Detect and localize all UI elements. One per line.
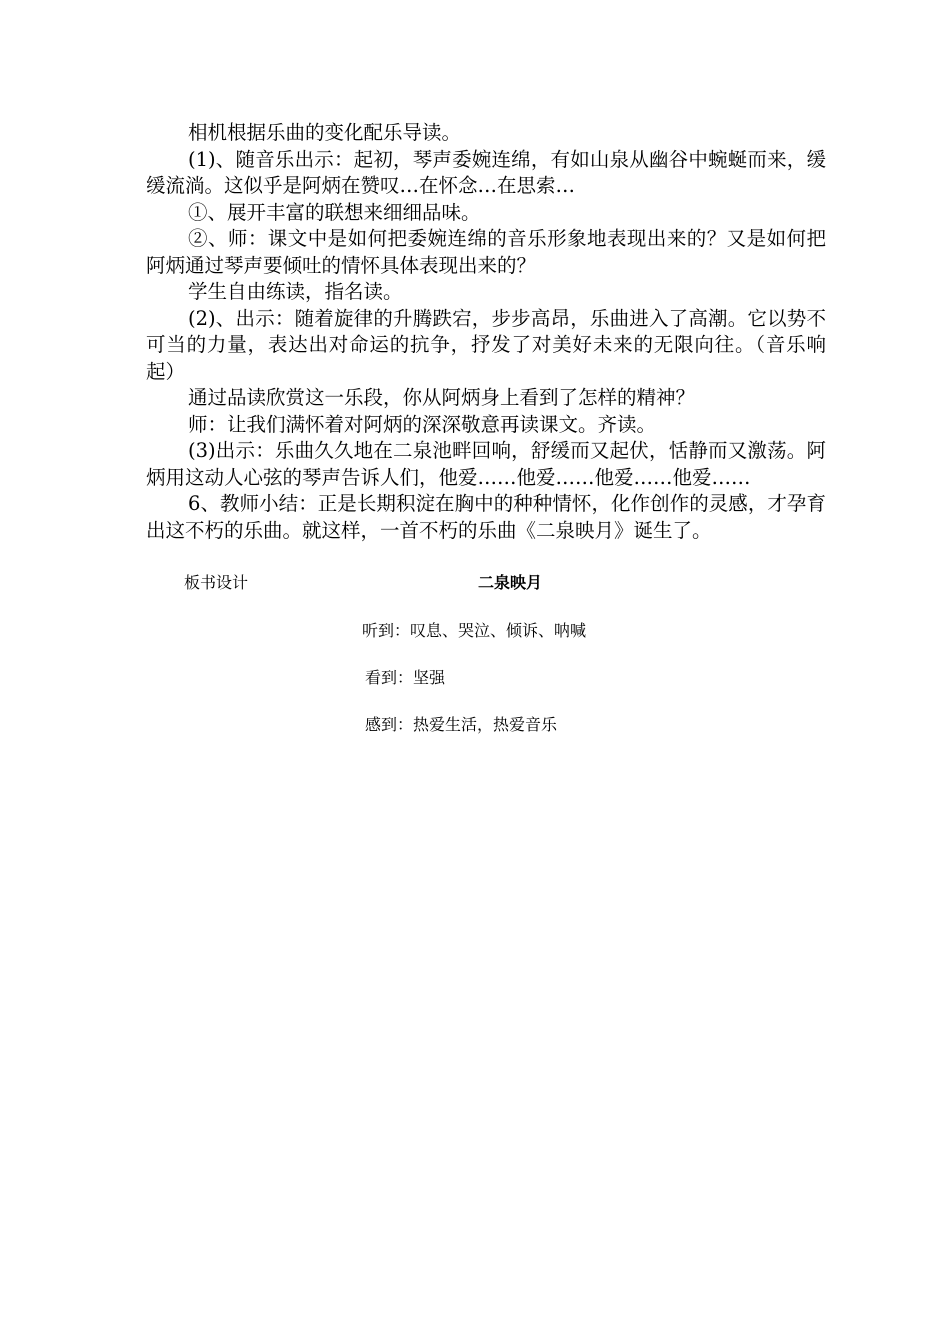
- paragraph-step-2: ②、师：课文中是如何把委婉连绵的音乐形象地表现出来的？又是如何把阿炳通过琴声要倾吐的情怀具体表现出来的？: [146, 227, 826, 277]
- paragraph-music-3: (3)出示：乐曲久久地在二泉池畔回响，舒缓而又起伏，恬静而又激荡。阿炳用这动人心弦的琴声告诉人们，他爱……他爱……他爱……他爱……: [146, 439, 826, 489]
- paragraph-music-1: (1)、随音乐出示：起初，琴声委婉连绵，有如山泉从幽谷中蜿蜒而来，缓缓流淌。这似乎是阿炳在赞叹…在怀念…在思索…: [146, 147, 826, 197]
- paragraph-music-2: (2)、出示：随着旋律的升腾跌宕，步步高昂，乐曲进入了高潮。它以势不可当的力量，表达出对命运的抗争，抒发了对美好未来的无限向往。（音乐响起）: [146, 306, 826, 383]
- board-design-label: 板书设计: [184, 573, 249, 592]
- board-line-heard: 听到：叹息、哭泣、倾诉、呐喊: [362, 621, 587, 640]
- paragraph-question: 通过品读欣赏这一乐段，你从阿炳身上看到了怎样的精神？: [188, 386, 696, 409]
- board-title: 二泉映月: [478, 573, 543, 592]
- paragraph-intro: 相机根据乐曲的变化配乐导读。: [188, 121, 462, 144]
- lesson-body: [146, 120, 826, 544]
- board-line-felt: 感到：热爱生活，热爱音乐: [365, 715, 558, 734]
- paragraph-reread: 师：让我们满怀着对阿炳的深深敬意再读课文。齐读。: [188, 412, 657, 436]
- paragraph-step-1: ①、展开丰富的联想来细细品味。: [188, 200, 481, 224]
- paragraph-summary: 6、教师小结：正是长期积淀在胸中的种种情怀，化作创作的灵感，才孕育出这不朽的乐曲。就这样，一首不朽的乐曲《二泉映月》诞生了。: [146, 492, 826, 542]
- paragraph-practice: 学生自由练读，指名读。: [188, 280, 403, 303]
- board-line-seen: 看到：坚强: [365, 668, 446, 687]
